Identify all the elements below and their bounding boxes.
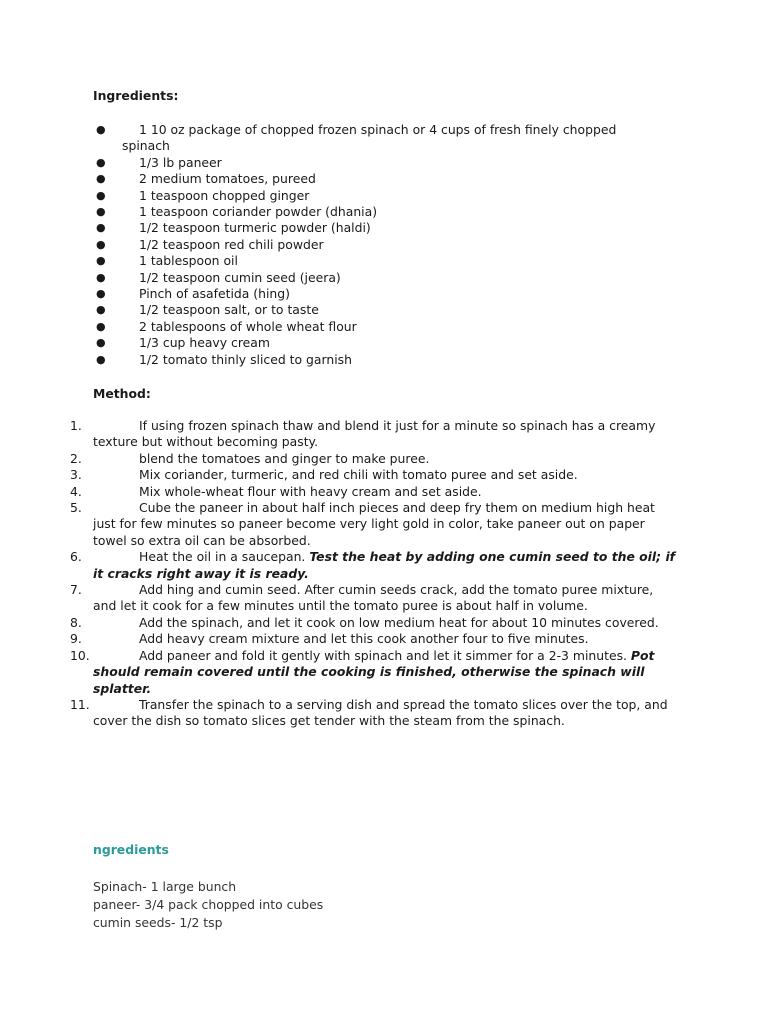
step-number: 11.: [70, 696, 90, 712]
ingredient-text: 1/3 lb paneer: [139, 154, 222, 170]
step-text: [0, 418, 676, 451]
step-text: [0, 582, 676, 615]
method-step: [0, 648, 768, 697]
ingredient-item: [0, 352, 768, 368]
ingredient-item: [0, 302, 768, 318]
ingredient-text: 1 teaspoon coriander powder (dhania): [139, 204, 378, 220]
ingredient-text: 1 tablespoon oil: [139, 253, 238, 269]
bullet-icon: ●: [96, 254, 106, 268]
step-text-plain: Heat the oil in a saucepan.: [139, 549, 310, 565]
bullet-icon: ●: [96, 237, 106, 251]
ingredient-item: [0, 270, 768, 286]
method-step: [0, 467, 768, 483]
ingredient-item: [0, 319, 768, 335]
bullet-icon: ●: [96, 155, 106, 169]
ingredients-list: [0, 122, 768, 368]
ingredient-item: [0, 335, 768, 351]
step-number: 3.: [70, 467, 82, 483]
step-text: [0, 697, 676, 730]
ingredient-item: [0, 171, 768, 187]
step-text-plain: Add paneer and fold it gently with spinach and let it simmer for a 2-3 minutes.: [139, 647, 631, 663]
step-number: 2.: [70, 450, 82, 466]
step-text-plain: Add the spinach, and let it cook on low medium heat for about 10 minutes covered.: [139, 614, 659, 630]
method-step: [0, 615, 768, 631]
step-text: [0, 451, 676, 467]
bullet-icon: ●: [96, 123, 106, 136]
step-text-plain: Add heavy cream mixture and let this cook another four to five minutes.: [139, 631, 589, 647]
method-step: [0, 484, 768, 500]
step-text-plain: blend the tomatoes and ginger to make puree.: [139, 450, 430, 466]
step-text-plain: Add hing and cumin seed. After cumin seeds crack, add the tomato puree mixture, and let it cook for a few minutes until the tomato puree is about half in volume.: [93, 582, 654, 614]
step-number: 10.: [70, 647, 90, 663]
step-number: 9.: [70, 631, 82, 647]
bullet-icon: ●: [96, 221, 106, 235]
ingredient-item: [0, 204, 768, 220]
step-text: [0, 549, 676, 582]
step-number: 6.: [70, 549, 82, 565]
ingredient-text: 1/2 teaspoon cumin seed (jeera): [139, 269, 341, 285]
bullet-icon: ●: [96, 172, 106, 186]
ingredient-text: Pinch of asafetida (hing): [139, 286, 290, 302]
step-number: 5.: [70, 500, 82, 516]
ingredient-secondary-item: paneer- 3/4 pack chopped into cubes: [93, 897, 324, 913]
step-number: 7.: [70, 582, 82, 598]
ingredients-secondary-heading: ngredients: [93, 842, 169, 857]
method-step: [0, 418, 768, 451]
bullet-icon: ●: [96, 205, 106, 219]
method-step: [0, 582, 768, 615]
step-text-plain: Transfer the spinach to a serving dish and spread the tomato slices over the top, and cover the dish so tomato slices get tender with the steam from the spinach.: [93, 696, 668, 729]
method-step: [0, 549, 768, 582]
step-number: 4.: [70, 483, 82, 499]
step-text-emphasis: Test the heat by adding one cumin seed to the oil; if it cracks right away it is ready.: [93, 549, 676, 581]
step-text-plain: Mix whole-wheat flour with heavy cream and set aside.: [139, 483, 482, 499]
ingredient-text: 1/2 teaspoon red chili powder: [139, 236, 324, 252]
ingredient-item: [0, 155, 768, 171]
step-text: [0, 500, 676, 549]
bullet-icon: ●: [96, 319, 106, 333]
step-number: 1.: [70, 418, 82, 433]
method-heading: Method:: [93, 386, 151, 401]
step-text: [0, 615, 676, 631]
ingredient-text: 1 10 oz package of chopped frozen spinach or 4 cups of fresh finely chopped spinach: [122, 122, 617, 154]
ingredients-secondary-list: [93, 878, 323, 933]
step-text: [0, 467, 676, 483]
ingredient-text: 1/2 teaspoon turmeric powder (haldi): [139, 220, 371, 236]
step-text-plain: Mix coriander, turmeric, and red chili with tomato puree and set aside.: [139, 467, 578, 483]
method-step: [0, 697, 768, 730]
step-number: 8.: [70, 614, 82, 630]
ingredients-heading: Ingredients:: [93, 88, 179, 103]
ingredient-text: 1/2 teaspoon salt, or to taste: [139, 302, 319, 318]
ingredient-item: [0, 122, 768, 155]
ingredient-secondary-item: cumin seeds- 1/2 tsp: [93, 915, 223, 931]
bullet-icon: ●: [96, 303, 106, 317]
bullet-icon: ●: [96, 352, 106, 366]
method-list: [0, 418, 768, 730]
ingredient-item: [0, 188, 768, 204]
bullet-icon: ●: [96, 287, 106, 301]
step-text-emphasis: Pot should remain covered until the cooking is finished, otherwise the spinach will splatter.: [93, 647, 655, 696]
ingredient-text: 2 medium tomatoes, pureed: [139, 171, 316, 187]
ingredient-item: [0, 237, 768, 253]
step-text: [0, 648, 676, 697]
bullet-icon: ●: [96, 270, 106, 284]
ingredient-text: 1/2 tomato thinly sliced to garnish: [139, 351, 352, 367]
method-step: [0, 631, 768, 647]
ingredient-secondary-item: Spinach- 1 large bunch: [93, 879, 237, 894]
step-text: [0, 631, 676, 647]
bullet-icon: ●: [96, 336, 106, 350]
ingredient-text: 2 tablespoons of whole wheat flour: [139, 318, 357, 334]
ingredient-text: 1 teaspoon chopped ginger: [139, 187, 310, 203]
bullet-icon: ●: [96, 188, 106, 202]
step-text-plain: Cube the paneer in about half inch pieces and deep fry them on medium high heat just for few minutes so paneer become very light gold in color, take paneer out on paper towel so extra oil can be absorbed.: [93, 500, 655, 548]
step-text-plain: If using frozen spinach thaw and blend it just for a minute so spinach has a creamy texture but without becoming pasty.: [93, 418, 656, 450]
method-step: [0, 451, 768, 467]
ingredient-item: [0, 220, 768, 236]
ingredient-item: [0, 286, 768, 302]
ingredient-item: [0, 253, 768, 269]
ingredient-text: 1/3 cup heavy cream: [139, 335, 270, 351]
step-text: [0, 484, 676, 500]
method-step: [0, 500, 768, 549]
